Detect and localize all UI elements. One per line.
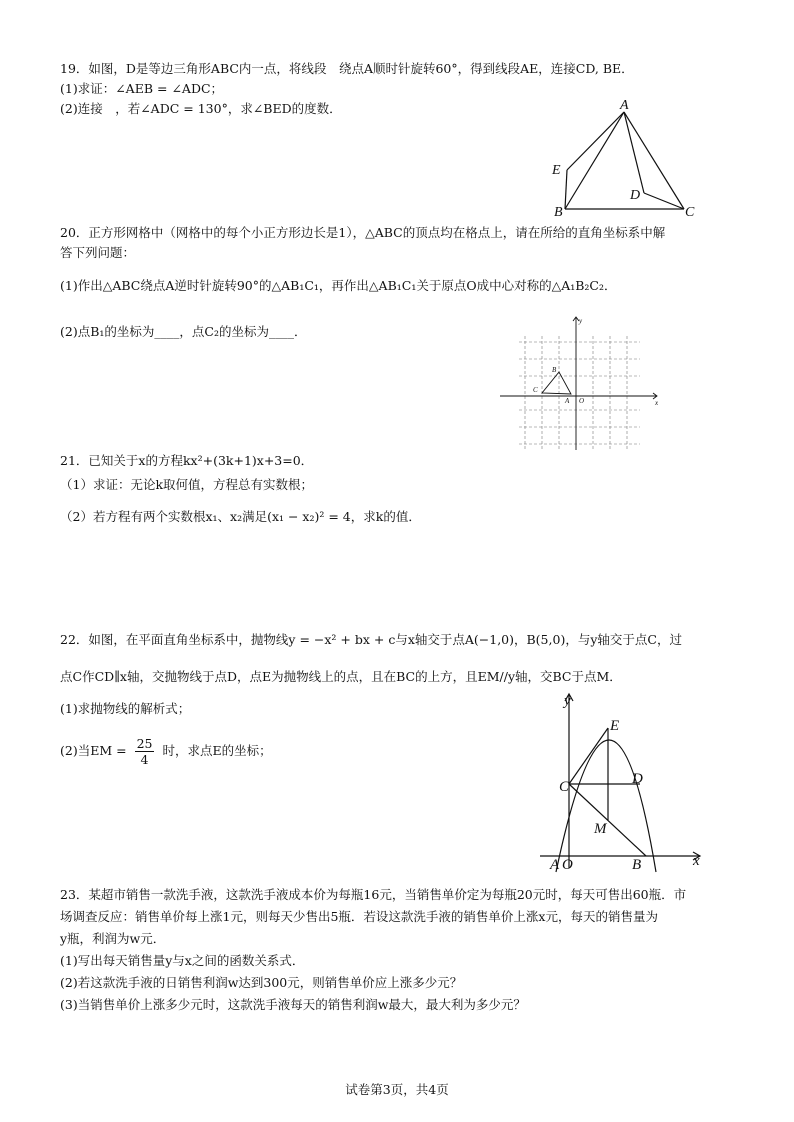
axis-label-x: x [655,399,659,407]
label-e: E [552,163,561,178]
q20-line4: (2)点B₁的坐标为____，点C₂的坐标为____． [60,324,307,339]
q22-line2: 点C作CD∥x轴，交抛物线于点D，点E为抛物线上的点，且在BC的上方，且EM//y轴，交BC于点M． [60,669,622,684]
q20-line1: 20．正方形网格中（网格中的每个小正方形边长是1），△ABC的顶点均在格点上，请在所给的直角坐标系中解 [60,225,666,240]
label-e: E [610,718,620,734]
q19-triangle-figure [540,92,715,220]
q23-line4: (1)写出每天销售量y与x之间的函数关系式． [60,953,305,968]
q21-line2: （1）求证：无论k取何值，方程总有实数根； [60,477,314,492]
q20-line2: 答下列问题： [60,245,136,260]
q22-parabola-figure [540,688,710,873]
fraction-numerator: 25 [136,736,153,751]
q20-line3: (1)作出△ABC绕点A逆时针旋转90°的△AB₁C₁，再作出△AB₁C₁关于原点O成中心对称的△A₁B₂C₂． [60,278,617,293]
segment-be [565,170,567,209]
segment-ae [567,112,624,170]
label-c: C [533,386,538,394]
label-a: A [565,397,570,405]
q19-line1: 19．如图，D是等边三角形ABC内一点，将线段 绕点A顺时针旋转60°，得到线段AE，连接CD, BE． [60,61,634,76]
q19-line3: (2)连接 ，若∠ADC = 130°，求∠BED的度数． [60,101,342,116]
segment-ce [569,728,608,784]
label-o: O [562,857,573,873]
q21-line3: （2）若方程有两个实数根x₁、x₂满足(x₁ − x₂)² = 4，求k的值． [60,509,421,524]
fraction-25-over-4 [135,736,155,767]
q22-line4-suffix: 时，求点E的坐标； [162,743,272,758]
axis-label-x: x [693,853,700,869]
q22-line1: 22．如图，在平面直角坐标系中，抛物线y = −x² + bx + c与x轴交于点A(−1,0)，B(5,0)，与y轴交于点C，过 [60,632,682,647]
label-d: D [630,188,641,203]
q23-line5: (2)若这款洗手液的日销售利润w达到300元，则销售单价应上涨多少元？ [60,975,463,990]
q20-grid-figure [495,312,665,452]
q22-line3: (1)求抛物线的解析式； [60,701,191,716]
label-c: C [685,205,695,220]
q23-line3: y瓶，利润为w元． [60,931,166,946]
q23-line6: (3)当销售单价上涨多少元时，这款洗手液每天的销售利润w最大，最大利为多少元？ [60,997,526,1012]
axis-label-y: y [564,693,571,709]
label-b: B [554,205,563,220]
label-m: M [594,821,607,837]
label-c: C [559,779,570,795]
edge-ab [565,112,624,209]
parabola [556,740,656,872]
label-a: A [550,857,560,873]
segment-cd [644,193,684,209]
label-a: A [620,98,629,113]
q21-line1: 21．已知关于x的方程kx²+(3k+1)x+3=0． [60,453,314,468]
triangle-abc [542,372,571,394]
fraction-denominator: 4 [140,752,149,767]
label-o: O [579,397,585,405]
q22-line4 [60,731,272,771]
q19-line2: (1)求证：∠AEB = ∠ADC； [60,81,224,96]
q22-line4-prefix: (2)当EM = [60,743,127,758]
label-b: B [552,366,557,374]
page-footer: 试卷第3页，共4页 [345,1082,449,1097]
label-d: D [632,771,643,787]
label-b: B [632,857,642,873]
q23-line1: 23．某超市销售一款洗手液，这款洗手液成本价为每瓶16元，当销售单价定为每瓶20元时，每天可售出60瓶．市 [60,887,687,902]
axis-label-y: y [579,317,583,325]
q23-line2: 场调查反应：销售单价每上涨1元，则每天少售出5瓶．若设这款洗手液的销售单价上涨x元，每天的销售量为 [60,909,658,924]
segment-ad [624,112,644,193]
